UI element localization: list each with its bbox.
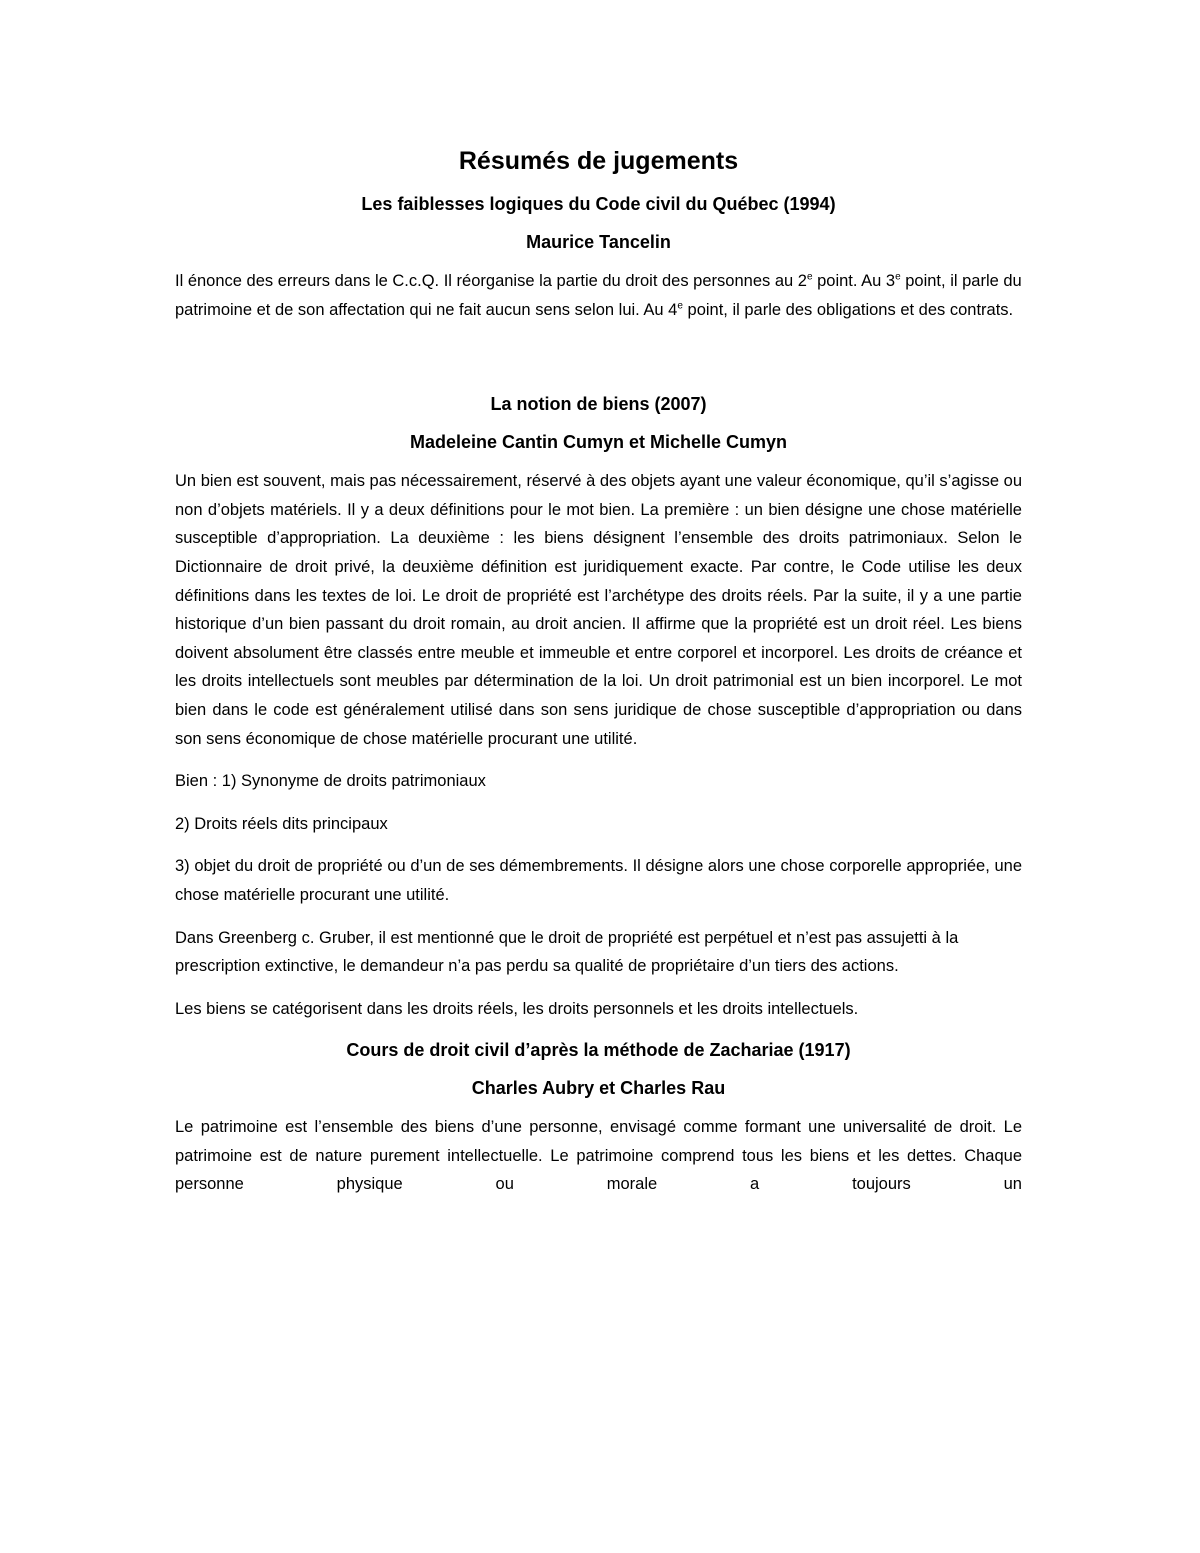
paragraph-text: point, il parle des obligations et des contrats. xyxy=(682,300,1014,319)
document-title: Résumés de jugements xyxy=(458,147,739,175)
section-paragraph: Le patrimoine est l’ensemble des biens d’une personne, envisagé comme formant une universalité de droit. Le patrimoine est de nature purement intellectuelle. Le patrimoine comprend tous les biens et les dettes. Chaque personne physique ou morale a toujours un xyxy=(175,1118,1022,1194)
section-heading: Les faiblesses logiques du Code civil du Québec (1994) xyxy=(361,194,836,214)
section-author: Madeleine Cantin Cumyn et Michelle Cumyn xyxy=(409,432,788,453)
section-paragraph: Dans Greenberg c. Gruber, il est mentionné que le droit de propriété est perpétuel et n’est pas assujetti à la prescription extinctive, le demandeur n’a pas perdu sa qualité de propriétaire d’un tiers des actions. xyxy=(175,928,959,976)
paragraph-text: point, il parle du patrimoine et de son affectation qui ne fait aucun sens selon lui. Au 4 xyxy=(175,272,1022,319)
section-spacer xyxy=(175,324,1022,371)
section-paragraph: Un bien est souvent, mais pas nécessairement, réservé à des objets ayant une valeur économique, qu’il s’agisse ou non d’objets matériels. Il y a deux définitions pour le mot bien. La première : un bien désigne une chose matérielle susceptible d’appropriation. La deuxième : les biens désignent l’ensemble des droits patrimoniaux. Selon le Dictionnaire de droit privé, la deuxième définition est juridiquement exacte. Par contre, le Code utilise les deux définitions dans les textes de loi. Le droit de propriété est l’archétype des droits réels. Par la suite, il y a une partie historique d’un bien passant du droit romain, au droit ancien. Il affirme que la propriété est un droit réel. Les biens doivent absolument être classés entre meuble et immeuble et entre corporel et incorporel. Les droits de créance et les droits intellectuels sont meubles par détermination de la loi. Un droit patrimonial est un bien incorporel. Le mot bien dans le code est généralement utilisé dans son sens juridique de chose susceptible d’appropriation ou dans son sens économique de chose matérielle procurant une utilité. xyxy=(175,472,1022,748)
section-heading: La notion de biens (2007) xyxy=(490,394,707,415)
superscript: e xyxy=(895,271,901,283)
section-paragraph xyxy=(175,267,1022,324)
section-author: Charles Aubry et Charles Rau xyxy=(471,1078,726,1099)
section-author: Maurice Tancelin xyxy=(526,232,671,252)
superscript: e xyxy=(677,300,683,312)
section-paragraph: Les biens se catégorisent dans les droits réels, les droits personnels et les droits intellectuels. xyxy=(175,999,859,1018)
paragraph-text: Il énonce des erreurs dans le C.c.Q. Il réorganise la partie du droit des personnes au 2 xyxy=(175,272,807,290)
section-heading: Cours de droit civil d’après la méthode de Zachariae (1917) xyxy=(346,1040,851,1061)
superscript: e xyxy=(806,271,813,283)
section-paragraph: Bien : 1) Synonyme de droits patrimoniaux xyxy=(175,772,486,791)
paragraph-text: point. Au 3 xyxy=(812,272,896,290)
section-paragraph: 2) Droits réels dits principaux xyxy=(175,814,388,833)
document-content xyxy=(175,145,1022,1213)
section-paragraph: 3) objet du droit de propriété ou d’un de ses démembrements. Il désigne alors une chose corporelle appropriée, une chose matérielle procurant une utilité. xyxy=(175,857,1022,904)
